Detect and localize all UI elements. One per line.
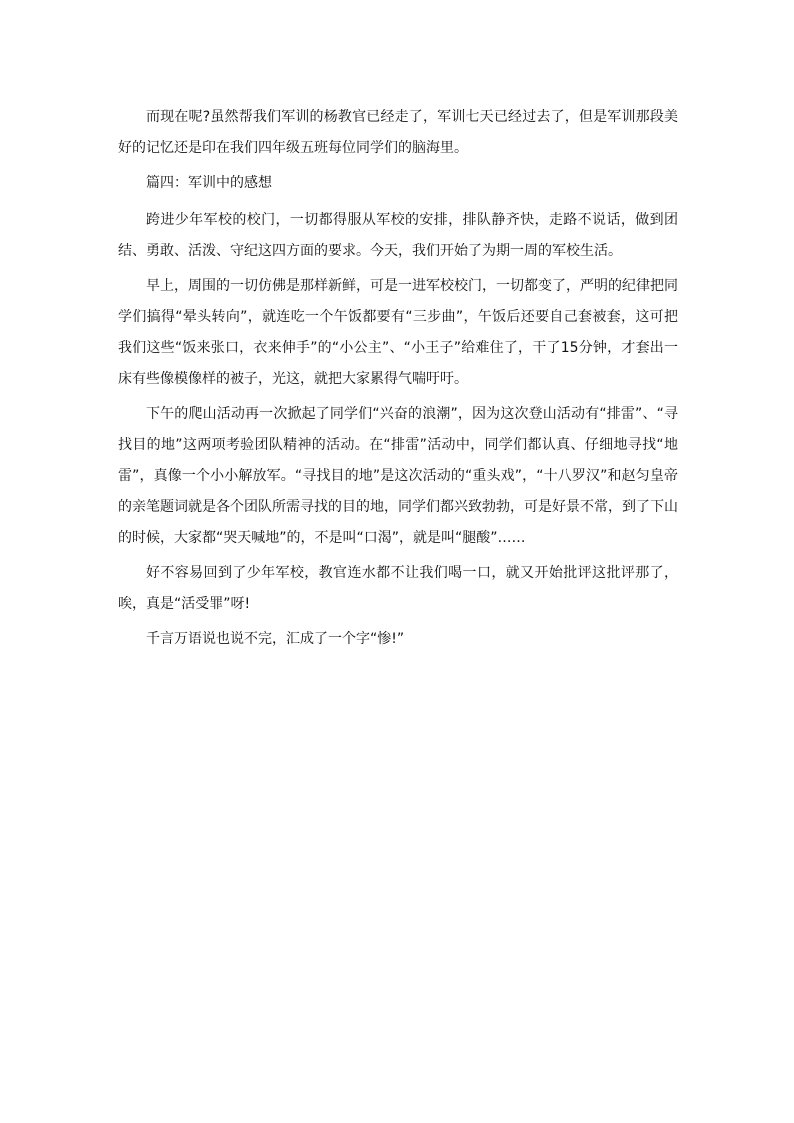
paragraph-2: 跨进少年军校的校门，一切都得服从军校的安排，排队静齐快，走路不说话，做到团结、勇敢、活泼、守纪这四方面的要求。今天，我们开始了为期一周的军校生活。 (118, 212, 678, 259)
paragraph-3: 早上，周围的一切仿佛是那样新鲜，可是一进军校校门，一切都变了，严明的纪律把同学们搞得“晕头转向”，就连吃一个午饭都要有“三步曲”，午饭后还要自己套被套，这可把我们这些“饭来张口，衣来伸手”的“小公主”、“小王子”给难住了，干了15分钟，才套出一床有些像模像样的被子，光这，就把大家累得气喘吁吁。 (118, 278, 678, 387)
paragraph-6: 千言万语说也说不完，汇成了一个字“惨!” (146, 631, 405, 647)
document-body (118, 102, 678, 659)
paragraph-1: 而现在呢?虽然帮我们军训的杨教官已经走了，军训七天已经过去了，但是军训那段美好的记忆还是印在我们四年级五班每位同学们的脑海里。 (118, 109, 678, 156)
paragraph-4: 下午的爬山活动再一次掀起了同学们“兴奋的浪潮”，因为这次登山活动有“排雷”、“寻找目的地”这两项考验团队精神的活动。在“排雷”活动中，同学们都认真、仔细地寻找“地雷”，真像一个小小解放军。“寻找目的地”是这次活动的“重头戏”，“十八罗汉”和赵匀皇帝的亲笔题词就是各个团队所需寻找的目的地，同学们都兴致勃勃，可是好景不常，到了下山的时候，大家都“哭天喊地”的，不是叫“口渴”，就是叫“腿酸”…… (118, 406, 678, 546)
section-heading: 篇四：军训中的感想 (146, 175, 272, 191)
paragraph-5: 好不容易回到了少年军校，教官连水都不让我们喝一口，就又开始批评这批评那了，唉，真是“活受罪”呀! (118, 565, 678, 612)
